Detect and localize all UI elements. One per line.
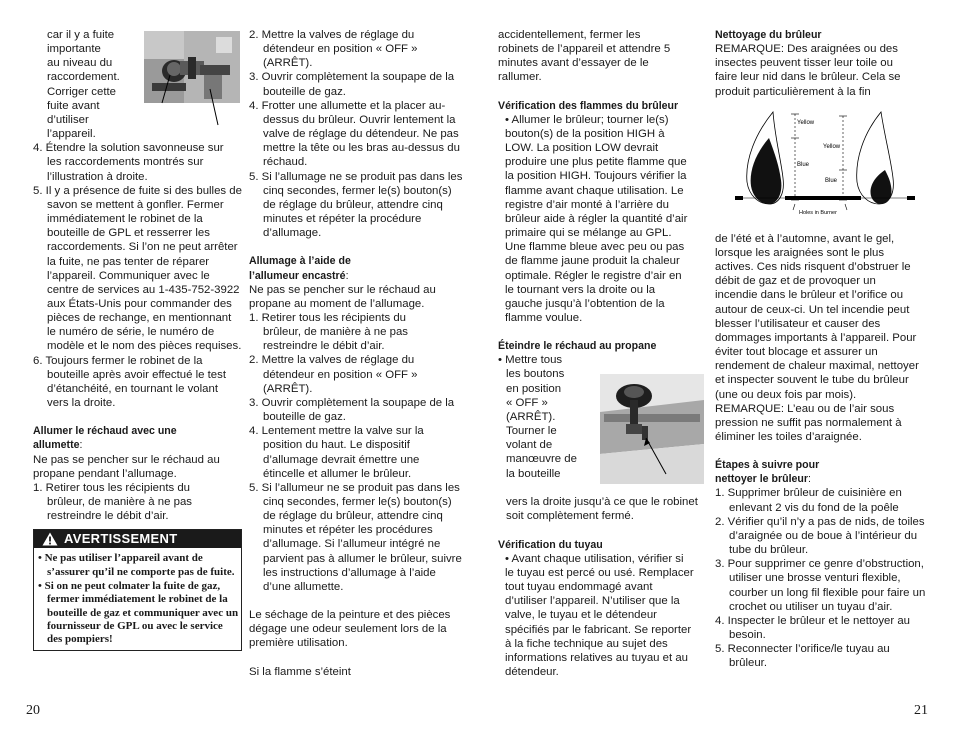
bullet-item: • Allumer le brûleur; tourner le(s) bouton(s) de la position HIGH à LOW. La position LOW devrait produire une plus petite flamme que la position HIGH. Toujours vérifier la flamme avant chaque utilisation. Le registre d’air monté à l’arrière du brûleur aide à régler la quantité d’air primaire qui se mélange au GPL. Une flamme bleue avec peu ou pas de flamme jaune produit la chaleur optimale. Régler le registre d’air en le tournant vers la droite ou la gauche jusqu’à l’obtention de la flamme voulue. (505, 113, 688, 324)
list-item: 3. Ouvrir complètement la soupape de la bouteille de gaz. (249, 71, 455, 98)
paragraph: Ne pas se pencher sur le réchaud au propane au moment de l’allumage. (249, 283, 436, 310)
text-line: au niveau du (47, 57, 113, 70)
list-item: 4. Frotter une allumette et la placer au-dessus du brûleur. Ouvrir lentement la valve de réglage du détendeur. Ne pas mettre la tête ou les bras au-dessus du réchaud. (249, 99, 460, 169)
text-line: car il y a fuite (47, 29, 115, 41)
label-yellow-top: Yellow (797, 120, 815, 126)
text-line: l’appareil. (47, 128, 96, 141)
burner-flame-diagram (735, 108, 915, 220)
list-item: 5. Reconnecter l’orifice/le tuyau au brûleur. (715, 643, 890, 670)
text-line: en position (506, 382, 562, 395)
list-item: 4. Lentement mettre la valve sur la position du haut. Le dispositif d’allumage devrait émettre une étincelle et allumer le brûleur. (249, 425, 424, 480)
regulator-connection-illustration (144, 31, 240, 129)
label-yellow-right: Yellow (823, 144, 841, 150)
paragraph: Le séchage de la peinture et des pièces dégage une odeur seulement lors de la première utilisation. (249, 609, 451, 650)
list-item: 2. Mettre la valves de réglage du détendeur en position « OFF » (ARRÊT). (249, 354, 418, 395)
list-item: 2. Mettre la valves de réglage du détendeur en position « OFF » (ARRÊT). (249, 29, 418, 70)
warning-bullet: • Si on ne peut colmater la fuite de gaz, fermer immédiatement le robinet de la bouteille de gaz et communiquer avec un fournisseur de GPL ou avec le service des pompiers! (38, 579, 239, 646)
list-item: 4. Inspecter le brûleur et le nettoyer au besoin. (715, 614, 911, 641)
section-heading: Allumer le réchaud avec une allumette: (33, 425, 177, 452)
control-knob-illustration (600, 374, 704, 484)
warning-body (34, 548, 241, 650)
paragraph: REMARQUE: Des araignées ou des insectes peuvent tisser leur toile ou faire leur nid dans le brûleur. Cela se produit particulièrement à la fin (715, 43, 901, 98)
paragraph: REMARQUE: L’eau ou de l’air sous pression ne suffit pas normalement à éliminer les toiles d’araignée. (715, 402, 902, 443)
label-holes: Holes in Burner (799, 210, 837, 216)
section-heading: Nettoyage du brûleur (715, 29, 822, 41)
warning-header (34, 530, 241, 548)
section-heading: Allumage à l’aide de l’allumeur encastré: (249, 255, 351, 282)
section-heading: Vérification des flammes du brûleur (498, 99, 679, 112)
list-item: 3. Pour supprimer ce genre d’obstruction, utiliser une brosse venturi flexible, courber un long fil flexible pour faire un crochet ou utiliser un tuyau d’air. (715, 558, 926, 613)
list-item: 5. Si l’allumage ne se produit pas dans les cinq secondes, fermer le(s) bouton(s) de réglage du brûleur, attendre cinq minutes et répéter la procédure d’allumage. (249, 170, 463, 240)
warning-title: AVERTISSEMENT (64, 531, 178, 547)
text-line: raccordement. (47, 71, 120, 84)
text-line: (ARRÊT). (506, 410, 556, 423)
list-item: 6. Toujours fermer le robinet de la bouteille après avoir effectué le test d’étanchéité, en tournant le volant vers la droite. (33, 354, 226, 410)
off-bullet-lines (498, 353, 588, 480)
list-item: 1. Retirer tous les récipients du brûleur, de manière à ne pas restreindre le débit d’air. (249, 311, 409, 353)
text-line: Tourner le (506, 425, 557, 438)
label-blue-right: Blue (825, 178, 838, 184)
list-item: 4. Étendre la solution savonneuse sur les raccordements montrés sur l’illustration à droite. (33, 142, 224, 183)
text-line: Corriger cette (47, 85, 117, 98)
section-heading: Éteindre le réchaud au propane (498, 340, 657, 353)
paragraph: Si la flamme s’éteint (249, 665, 351, 678)
list-item: 5. Si l’allumeur ne se produit pas dans les cinq secondes, fermer le(s) bouton(s) de réglage du brûleur, attendre cinq minutes et répéter les procédures d’allumage. Si l’allumeur intégré ne parvient pas à allumer le brûleur, suivre les instructions d’allumage à l’aide d’une allumette. (249, 481, 462, 593)
warning-box (33, 529, 242, 651)
list-item: 5. Il y a présence de fuite si des bulles de savon se mettent à gonfler. Fermer immédiatement le robinet de la bouteille de GPL et resserrer les raccordements. Si l’on ne peut arrêter la fuite, ne pas tenter de réparer l’appareil. Communiquer avec le centre de services au 1-435-752-3922 aux États-Unis pour commander des pièces de rechange, en mentionnant le numéro de série, le numéro de modèle et le nom des pièces requises. (33, 184, 242, 353)
section-heading: Étapes à suivre pour nettoyer le brûleur: (715, 459, 820, 486)
paragraph: Ne pas se pencher sur le réchaud au propane pendant l’allumage. (33, 453, 220, 480)
list-item: 3. Ouvrir complètement la soupape de la bouteille de gaz. (249, 396, 455, 424)
page-number-right: 21 (914, 703, 928, 718)
warning-triangle-icon (42, 532, 58, 546)
text-line: fuite avant (47, 99, 100, 112)
page-number-left: 20 (26, 703, 40, 718)
paragraph: vers la droite jusqu’à ce que le robinet soit complètement fermé. (506, 496, 698, 523)
warning-bullet: • Ne pas utiliser l’appareil avant de s’assurer qu’il ne comporte pas de fuite. (38, 552, 235, 578)
text-line: « OFF » (506, 396, 548, 409)
paragraph: de l’été et à l’automne, avant le gel, lorsque les araignées sont le plus actives. Ces nids risquent d’obstruer le débit de gaz et de provoquer un incendie dans le brûleur et l’orifice ou autour de ceux-ci. Un tel incendie peut blesser l’utilisateur et causer des dommages importants à l’appareil. Pour éviter tout blocage et assurer un rendement de chaleur maximal, nettoyer et inspecter souvent le tube du brûleur (une ou deux fois par mois). (715, 232, 919, 401)
text-line: manœuvre de (506, 453, 577, 466)
list-item: 1. Retirer tous les récipients du brûleur, de manière à ne pas restreindre le débit d’air. (33, 481, 193, 523)
text-line: les boutons (506, 368, 565, 381)
section-heading: Vérification du tuyau (498, 538, 603, 551)
paragraph: accidentellement, fermer les robinets de l’appareil et attendre 5 minutes avant d’essayer de le rallumer. (498, 29, 671, 84)
list-item: 2. Vérifier qu’il n’y a pas de nids, de toiles d’araignée ou de boue à l’intérieur du tube du brûleur. (715, 515, 925, 557)
text-line: • Mettre tous (498, 354, 563, 367)
text-line: volant de (506, 439, 553, 452)
column-2 (249, 28, 463, 679)
list-item: 1. Supprimer brûleur de cuisinière en enlevant 2 vis du fond de la poêle (715, 487, 902, 514)
text-line: d’utiliser (47, 113, 89, 126)
column-3 (498, 28, 703, 679)
text-line: importante (47, 43, 101, 56)
label-blue-left: Blue (797, 162, 810, 168)
bullet-item: • Avant chaque utilisation, vérifier si le tuyau est percé ou usé. Remplacer tout tuyau endommagé avant d’utiliser l’appareil. N’utiliser que la valve, le tuyau et le détendeur spécifiés par le fabricant. Se reporter à la fiche technique au sujet des informations relatives au tuyau et au détendeur. (505, 552, 694, 678)
text-line: la bouteille (506, 467, 561, 480)
